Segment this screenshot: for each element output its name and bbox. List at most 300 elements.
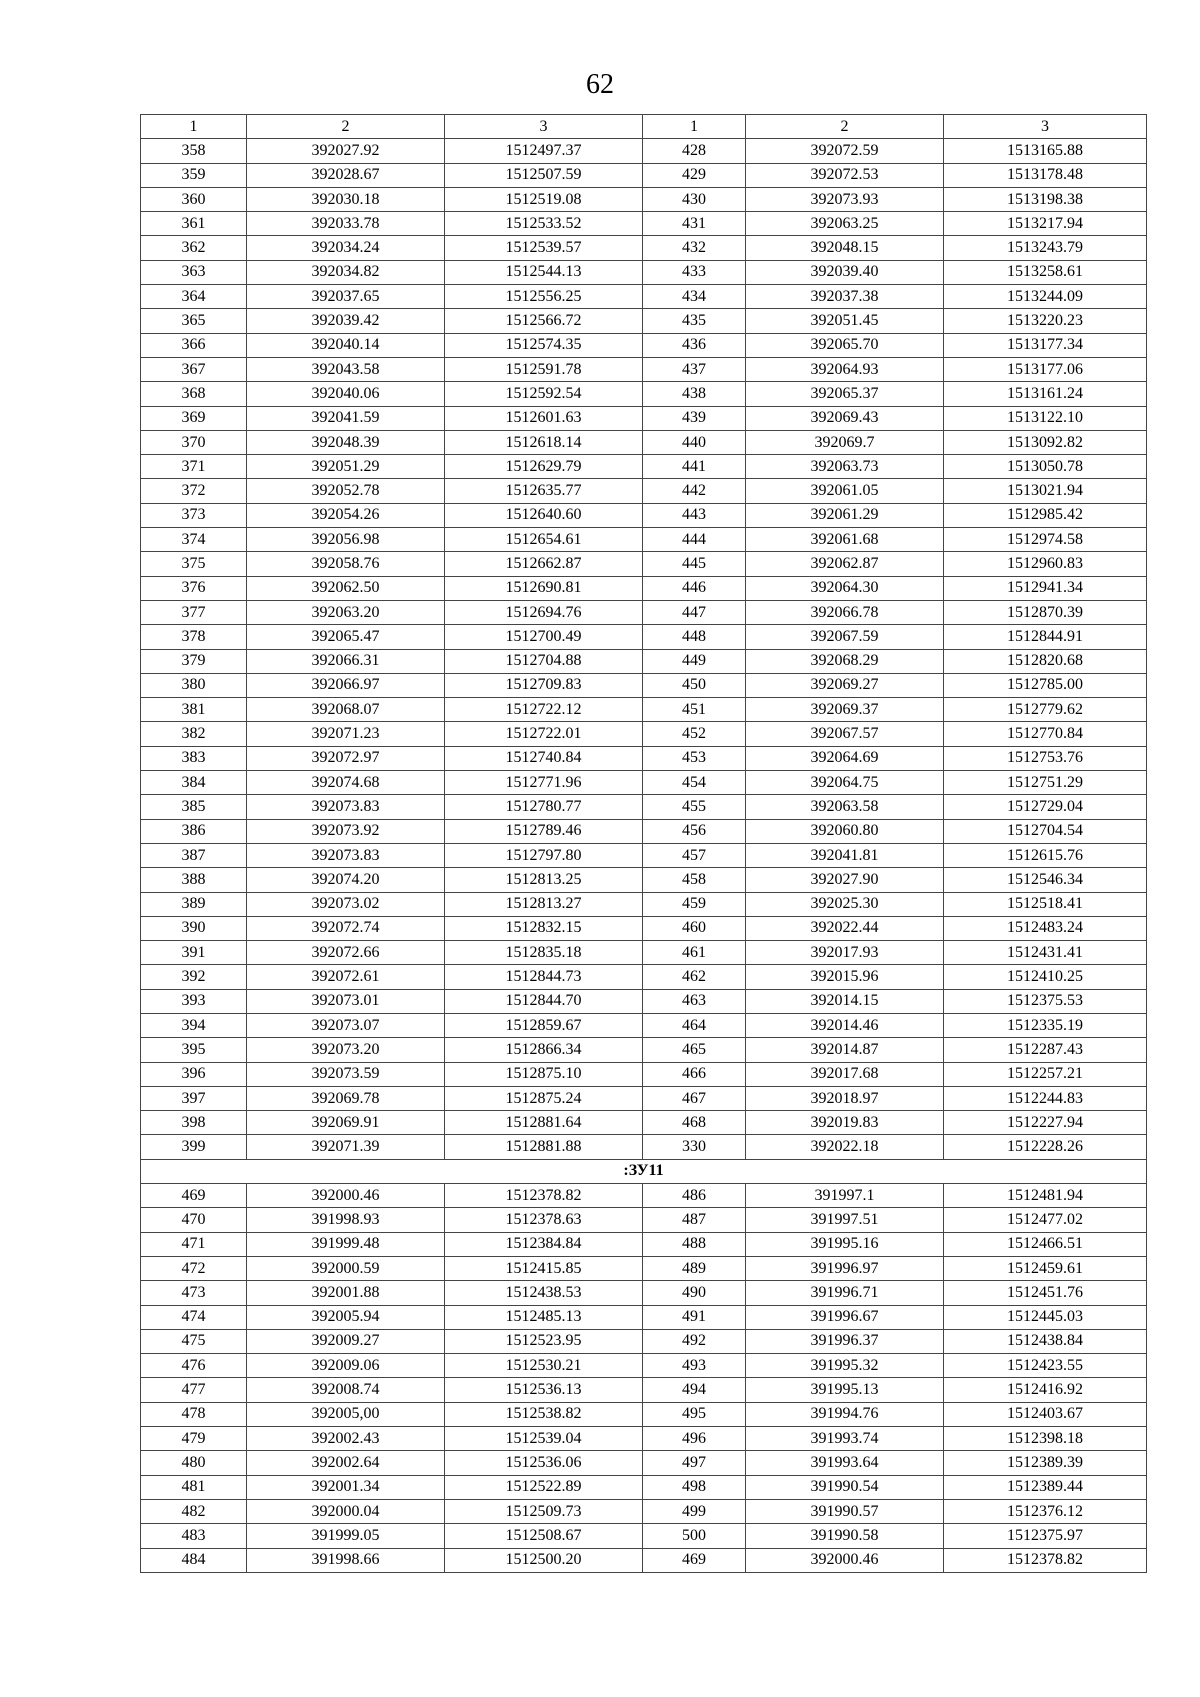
cell-x-left: 392074.68 — [247, 771, 445, 795]
cell-x-left: 392009.06 — [247, 1354, 445, 1378]
cell-point-number-right: 458 — [643, 868, 746, 892]
cell-x-right: 392064.93 — [746, 357, 944, 381]
cell-x-right: 392039.40 — [746, 260, 944, 284]
cell-x-left: 392071.39 — [247, 1135, 445, 1159]
cell-y-left: 1512519.08 — [445, 187, 643, 211]
cell-y-left: 1512694.76 — [445, 600, 643, 624]
cell-point-number-right: 464 — [643, 1013, 746, 1037]
table-row — [141, 1184, 1147, 1208]
cell-y-left: 1512508.67 — [445, 1524, 643, 1548]
table-row — [141, 1062, 1147, 1086]
cell-x-right: 392069.27 — [746, 673, 944, 697]
table-row — [141, 1208, 1147, 1232]
cell-point-number-left: 368 — [141, 382, 247, 406]
cell-point-number-left: 378 — [141, 625, 247, 649]
cell-point-number-left: 374 — [141, 528, 247, 552]
cell-point-number-left: 385 — [141, 795, 247, 819]
cell-x-left: 392000.46 — [247, 1184, 445, 1208]
cell-y-left: 1512813.27 — [445, 892, 643, 916]
cell-y-right: 1513021.94 — [944, 479, 1147, 503]
cell-y-right: 1512375.53 — [944, 989, 1147, 1013]
table-row — [141, 406, 1147, 430]
cell-x-right: 391995.13 — [746, 1378, 944, 1402]
cell-x-right: 391997.51 — [746, 1208, 944, 1232]
cell-x-right: 391997.1 — [746, 1184, 944, 1208]
cell-x-right: 391990.57 — [746, 1499, 944, 1523]
cell-y-left: 1512875.24 — [445, 1086, 643, 1110]
cell-y-left: 1512509.73 — [445, 1499, 643, 1523]
cell-point-number-right: 467 — [643, 1086, 746, 1110]
cell-y-right: 1513050.78 — [944, 455, 1147, 479]
cell-y-left: 1512507.59 — [445, 163, 643, 187]
cell-x-left: 392072.74 — [247, 916, 445, 940]
cell-x-left: 392051.29 — [247, 455, 445, 479]
cell-y-right: 1512398.18 — [944, 1427, 1147, 1451]
cell-y-left: 1512844.73 — [445, 965, 643, 989]
table-row — [141, 795, 1147, 819]
cell-y-left: 1512522.89 — [445, 1475, 643, 1499]
cell-x-right: 392072.59 — [746, 139, 944, 163]
header-cell-x-right: 2 — [746, 115, 944, 139]
cell-y-right: 1512466.51 — [944, 1232, 1147, 1256]
cell-y-left: 1512530.21 — [445, 1354, 643, 1378]
cell-y-left: 1512789.46 — [445, 819, 643, 843]
cell-x-left: 392058.76 — [247, 552, 445, 576]
cell-x-left: 392073.59 — [247, 1062, 445, 1086]
cell-y-left: 1512635.77 — [445, 479, 643, 503]
cell-y-left: 1512654.61 — [445, 528, 643, 552]
cell-x-left: 392056.98 — [247, 528, 445, 552]
cell-y-right: 1512751.29 — [944, 771, 1147, 795]
cell-point-number-right: 430 — [643, 187, 746, 211]
table-row — [141, 455, 1147, 479]
cell-y-right: 1512438.84 — [944, 1329, 1147, 1353]
cell-y-left: 1512378.63 — [445, 1208, 643, 1232]
table-row — [141, 1475, 1147, 1499]
cell-point-number-right: 488 — [643, 1232, 746, 1256]
cell-y-right: 1512410.25 — [944, 965, 1147, 989]
cell-x-left: 392073.02 — [247, 892, 445, 916]
cell-point-number-left: 483 — [141, 1524, 247, 1548]
table-row — [141, 1329, 1147, 1353]
cell-y-left: 1512536.06 — [445, 1451, 643, 1475]
cell-point-number-left: 382 — [141, 722, 247, 746]
cell-y-left: 1512536.13 — [445, 1378, 643, 1402]
cell-point-number-left: 388 — [141, 868, 247, 892]
cell-point-number-left: 474 — [141, 1305, 247, 1329]
cell-x-left: 392040.06 — [247, 382, 445, 406]
cell-y-right: 1512870.39 — [944, 600, 1147, 624]
cell-y-left: 1512875.10 — [445, 1062, 643, 1086]
cell-y-right: 1512615.76 — [944, 843, 1147, 867]
cell-point-number-right: 469 — [643, 1548, 746, 1572]
cell-point-number-left: 484 — [141, 1548, 247, 1572]
table-row — [141, 941, 1147, 965]
cell-point-number-right: 459 — [643, 892, 746, 916]
cell-y-left: 1512844.70 — [445, 989, 643, 1013]
cell-x-left: 392048.39 — [247, 430, 445, 454]
cell-point-number-right: 453 — [643, 746, 746, 770]
cell-point-number-left: 367 — [141, 357, 247, 381]
cell-x-left: 392073.01 — [247, 989, 445, 1013]
cell-point-number-right: 442 — [643, 479, 746, 503]
cell-point-number-left: 369 — [141, 406, 247, 430]
cell-point-number-right: 438 — [643, 382, 746, 406]
cell-y-left: 1512538.82 — [445, 1402, 643, 1426]
cell-x-left: 392005,00 — [247, 1402, 445, 1426]
cell-y-left: 1512835.18 — [445, 941, 643, 965]
cell-x-right: 392063.73 — [746, 455, 944, 479]
cell-point-number-right: 468 — [643, 1111, 746, 1135]
header-cell-y-right: 3 — [944, 115, 1147, 139]
cell-point-number-left: 394 — [141, 1013, 247, 1037]
cell-point-number-right: 437 — [643, 357, 746, 381]
cell-x-right: 392015.96 — [746, 965, 944, 989]
section-row — [141, 1159, 1147, 1183]
cell-point-number-right: 461 — [643, 941, 746, 965]
cell-y-right: 1513178.48 — [944, 163, 1147, 187]
cell-x-right: 392067.59 — [746, 625, 944, 649]
cell-y-left: 1512378.82 — [445, 1184, 643, 1208]
cell-point-number-left: 362 — [141, 236, 247, 260]
coordinates-table — [140, 114, 1147, 1573]
cell-x-right: 392025.30 — [746, 892, 944, 916]
cell-point-number-right: 449 — [643, 649, 746, 673]
cell-point-number-left: 371 — [141, 455, 247, 479]
table-row — [141, 212, 1147, 236]
cell-y-left: 1512485.13 — [445, 1305, 643, 1329]
cell-point-number-left: 481 — [141, 1475, 247, 1499]
cell-point-number-right: 494 — [643, 1378, 746, 1402]
cell-y-left: 1512722.01 — [445, 722, 643, 746]
cell-point-number-right: 448 — [643, 625, 746, 649]
cell-point-number-right: 489 — [643, 1256, 746, 1280]
table-row — [141, 1135, 1147, 1159]
cell-x-right: 392068.29 — [746, 649, 944, 673]
cell-point-number-left: 399 — [141, 1135, 247, 1159]
header-cell-x-left: 2 — [247, 115, 445, 139]
cell-y-right: 1512481.94 — [944, 1184, 1147, 1208]
header-cell-point-number-left: 1 — [141, 115, 247, 139]
cell-y-right: 1512416.92 — [944, 1378, 1147, 1402]
table-row — [141, 1038, 1147, 1062]
table-row — [141, 357, 1147, 381]
cell-y-right: 1512389.39 — [944, 1451, 1147, 1475]
cell-x-left: 392073.83 — [247, 795, 445, 819]
cell-y-right: 1513220.23 — [944, 309, 1147, 333]
cell-x-right: 392014.46 — [746, 1013, 944, 1037]
cell-y-right: 1512704.54 — [944, 819, 1147, 843]
cell-x-right: 391994.76 — [746, 1402, 944, 1426]
cell-y-right: 1512960.83 — [944, 552, 1147, 576]
cell-point-number-right: 462 — [643, 965, 746, 989]
cell-point-number-left: 470 — [141, 1208, 247, 1232]
cell-y-right: 1512753.76 — [944, 746, 1147, 770]
cell-point-number-right: 440 — [643, 430, 746, 454]
cell-point-number-right: 500 — [643, 1524, 746, 1548]
cell-y-left: 1512881.88 — [445, 1135, 643, 1159]
cell-y-right: 1512451.76 — [944, 1281, 1147, 1305]
cell-point-number-right: 447 — [643, 600, 746, 624]
table-row — [141, 1281, 1147, 1305]
table-row — [141, 576, 1147, 600]
cell-point-number-left: 384 — [141, 771, 247, 795]
cell-y-left: 1512618.14 — [445, 430, 643, 454]
cell-x-right: 392022.18 — [746, 1135, 944, 1159]
cell-y-left: 1512640.60 — [445, 503, 643, 527]
table-row — [141, 1499, 1147, 1523]
cell-point-number-left: 375 — [141, 552, 247, 576]
cell-point-number-left: 397 — [141, 1086, 247, 1110]
table-row — [141, 771, 1147, 795]
cell-y-right: 1513258.61 — [944, 260, 1147, 284]
cell-x-right: 392041.81 — [746, 843, 944, 867]
cell-point-number-left: 395 — [141, 1038, 247, 1062]
cell-y-left: 1512556.25 — [445, 285, 643, 309]
cell-point-number-left: 389 — [141, 892, 247, 916]
cell-x-left: 392073.83 — [247, 843, 445, 867]
cell-y-right: 1513177.06 — [944, 357, 1147, 381]
cell-point-number-left: 365 — [141, 309, 247, 333]
cell-y-left: 1512500.20 — [445, 1548, 643, 1572]
cell-y-left: 1512591.78 — [445, 357, 643, 381]
cell-x-left: 392002.64 — [247, 1451, 445, 1475]
cell-y-left: 1512601.63 — [445, 406, 643, 430]
table-row — [141, 649, 1147, 673]
cell-x-right: 392065.37 — [746, 382, 944, 406]
cell-point-number-right: 498 — [643, 1475, 746, 1499]
cell-y-right: 1512518.41 — [944, 892, 1147, 916]
cell-y-right: 1512779.62 — [944, 698, 1147, 722]
table-row — [141, 1305, 1147, 1329]
cell-x-left: 392072.66 — [247, 941, 445, 965]
cell-y-right: 1512985.42 — [944, 503, 1147, 527]
cell-y-right: 1513165.88 — [944, 139, 1147, 163]
cell-point-number-right: 456 — [643, 819, 746, 843]
cell-x-left: 392066.97 — [247, 673, 445, 697]
cell-point-number-left: 480 — [141, 1451, 247, 1475]
cell-y-left: 1512415.85 — [445, 1256, 643, 1280]
cell-point-number-left: 377 — [141, 600, 247, 624]
cell-x-left: 391998.93 — [247, 1208, 445, 1232]
cell-point-number-right: 499 — [643, 1499, 746, 1523]
table-row — [141, 843, 1147, 867]
cell-y-right: 1512729.04 — [944, 795, 1147, 819]
cell-point-number-left: 363 — [141, 260, 247, 284]
cell-y-left: 1512497.37 — [445, 139, 643, 163]
cell-y-left: 1512797.80 — [445, 843, 643, 867]
cell-x-right: 392063.58 — [746, 795, 944, 819]
cell-y-left: 1512533.52 — [445, 212, 643, 236]
cell-x-right: 391996.71 — [746, 1281, 944, 1305]
cell-x-left: 391998.66 — [247, 1548, 445, 1572]
table-row — [141, 139, 1147, 163]
cell-point-number-right: 435 — [643, 309, 746, 333]
cell-point-number-left: 372 — [141, 479, 247, 503]
table-row — [141, 1548, 1147, 1572]
cell-point-number-right: 487 — [643, 1208, 746, 1232]
cell-y-right: 1513177.34 — [944, 333, 1147, 357]
cell-y-right: 1512423.55 — [944, 1354, 1147, 1378]
cell-point-number-left: 379 — [141, 649, 247, 673]
cell-x-left: 392041.59 — [247, 406, 445, 430]
cell-point-number-right: 495 — [643, 1402, 746, 1426]
cell-x-right: 392017.68 — [746, 1062, 944, 1086]
cell-x-left: 392000.59 — [247, 1256, 445, 1280]
cell-x-right: 392073.93 — [746, 187, 944, 211]
cell-x-right: 391996.67 — [746, 1305, 944, 1329]
cell-y-right: 1512459.61 — [944, 1256, 1147, 1280]
cell-y-right: 1512844.91 — [944, 625, 1147, 649]
table-row — [141, 1427, 1147, 1451]
cell-y-left: 1512866.34 — [445, 1038, 643, 1062]
cell-point-number-left: 359 — [141, 163, 247, 187]
table-row — [141, 989, 1147, 1013]
cell-x-right: 392065.70 — [746, 333, 944, 357]
cell-x-left: 392072.97 — [247, 746, 445, 770]
cell-y-right: 1512257.21 — [944, 1062, 1147, 1086]
cell-x-right: 392018.97 — [746, 1086, 944, 1110]
cell-x-left: 392073.20 — [247, 1038, 445, 1062]
table-row — [141, 1256, 1147, 1280]
table-row — [141, 600, 1147, 624]
cell-y-left: 1512722.12 — [445, 698, 643, 722]
cell-x-left: 392000.04 — [247, 1499, 445, 1523]
cell-x-right: 392062.87 — [746, 552, 944, 576]
table-row — [141, 1086, 1147, 1110]
cell-point-number-left: 361 — [141, 212, 247, 236]
cell-x-right: 392072.53 — [746, 163, 944, 187]
cell-point-number-right: 330 — [643, 1135, 746, 1159]
cell-x-left: 392052.78 — [247, 479, 445, 503]
cell-point-number-right: 452 — [643, 722, 746, 746]
cell-x-right: 392000.46 — [746, 1548, 944, 1572]
table-row — [141, 382, 1147, 406]
cell-x-left: 392071.23 — [247, 722, 445, 746]
table-row — [141, 479, 1147, 503]
cell-point-number-right: 432 — [643, 236, 746, 260]
cell-x-left: 392069.91 — [247, 1111, 445, 1135]
cell-x-right: 391993.74 — [746, 1427, 944, 1451]
cell-x-right: 392069.7 — [746, 430, 944, 454]
cell-x-left: 392073.92 — [247, 819, 445, 843]
cell-point-number-right: 460 — [643, 916, 746, 940]
cell-y-right: 1512403.67 — [944, 1402, 1147, 1426]
cell-x-left: 392074.20 — [247, 868, 445, 892]
header-cell-point-number-right: 1 — [643, 115, 746, 139]
cell-point-number-left: 376 — [141, 576, 247, 600]
cell-y-left: 1512592.54 — [445, 382, 643, 406]
cell-y-right: 1512431.41 — [944, 941, 1147, 965]
cell-point-number-left: 390 — [141, 916, 247, 940]
cell-point-number-left: 478 — [141, 1402, 247, 1426]
cell-x-left: 392062.50 — [247, 576, 445, 600]
table-row — [141, 698, 1147, 722]
table-row — [141, 1378, 1147, 1402]
cell-x-right: 392014.15 — [746, 989, 944, 1013]
cell-y-right: 1512445.03 — [944, 1305, 1147, 1329]
cell-y-left: 1512881.64 — [445, 1111, 643, 1135]
cell-x-left: 392063.20 — [247, 600, 445, 624]
cell-y-right: 1513092.82 — [944, 430, 1147, 454]
cell-y-left: 1512566.72 — [445, 309, 643, 333]
cell-point-number-left: 383 — [141, 746, 247, 770]
cell-x-right: 392017.93 — [746, 941, 944, 965]
cell-point-number-left: 381 — [141, 698, 247, 722]
cell-x-left: 392054.26 — [247, 503, 445, 527]
cell-point-number-left: 469 — [141, 1184, 247, 1208]
cell-point-number-right: 493 — [643, 1354, 746, 1378]
cell-point-number-right: 445 — [643, 552, 746, 576]
cell-x-left: 392009.27 — [247, 1329, 445, 1353]
cell-point-number-right: 463 — [643, 989, 746, 1013]
table-row — [141, 1013, 1147, 1037]
cell-y-left: 1512539.04 — [445, 1427, 643, 1451]
cell-y-right: 1512375.97 — [944, 1524, 1147, 1548]
page-number: 62 — [586, 69, 614, 100]
cell-x-right: 391990.54 — [746, 1475, 944, 1499]
cell-y-right: 1512974.58 — [944, 528, 1147, 552]
cell-y-right: 1513243.79 — [944, 236, 1147, 260]
cell-x-left: 392034.82 — [247, 260, 445, 284]
cell-y-left: 1512690.81 — [445, 576, 643, 600]
table-row — [141, 868, 1147, 892]
cell-y-right: 1513244.09 — [944, 285, 1147, 309]
cell-y-left: 1512771.96 — [445, 771, 643, 795]
cell-x-right: 391996.97 — [746, 1256, 944, 1280]
table-row — [141, 892, 1147, 916]
cell-x-left: 391999.05 — [247, 1524, 445, 1548]
cell-x-left: 392028.67 — [247, 163, 445, 187]
cell-x-right: 392067.57 — [746, 722, 944, 746]
cell-x-left: 392008.74 — [247, 1378, 445, 1402]
cell-x-left: 392001.88 — [247, 1281, 445, 1305]
cell-point-number-right: 497 — [643, 1451, 746, 1475]
coordinates-table-body — [141, 115, 1147, 1573]
cell-y-right: 1512546.34 — [944, 868, 1147, 892]
cell-x-right: 392027.90 — [746, 868, 944, 892]
cell-point-number-left: 477 — [141, 1378, 247, 1402]
cell-y-right: 1512335.19 — [944, 1013, 1147, 1037]
cell-point-number-left: 398 — [141, 1111, 247, 1135]
cell-y-right: 1513217.94 — [944, 212, 1147, 236]
cell-x-right: 392064.69 — [746, 746, 944, 770]
cell-point-number-left: 380 — [141, 673, 247, 697]
cell-x-right: 392037.38 — [746, 285, 944, 309]
cell-y-right: 1512227.94 — [944, 1111, 1147, 1135]
cell-x-left: 392043.58 — [247, 357, 445, 381]
cell-y-right: 1513122.10 — [944, 406, 1147, 430]
cell-y-right: 1512228.26 — [944, 1135, 1147, 1159]
cell-x-right: 392014.87 — [746, 1038, 944, 1062]
cell-point-number-right: 450 — [643, 673, 746, 697]
cell-x-right: 391995.32 — [746, 1354, 944, 1378]
cell-point-number-right: 451 — [643, 698, 746, 722]
cell-y-left: 1512859.67 — [445, 1013, 643, 1037]
cell-x-right: 392061.68 — [746, 528, 944, 552]
cell-point-number-right: 446 — [643, 576, 746, 600]
cell-point-number-left: 396 — [141, 1062, 247, 1086]
cell-x-left: 392039.42 — [247, 309, 445, 333]
table-row — [141, 916, 1147, 940]
cell-x-left: 392072.61 — [247, 965, 445, 989]
cell-point-number-right: 465 — [643, 1038, 746, 1062]
cell-y-right: 1512389.44 — [944, 1475, 1147, 1499]
cell-point-number-left: 473 — [141, 1281, 247, 1305]
cell-y-left: 1512539.57 — [445, 236, 643, 260]
cell-x-left: 392037.65 — [247, 285, 445, 309]
cell-point-number-left: 393 — [141, 989, 247, 1013]
